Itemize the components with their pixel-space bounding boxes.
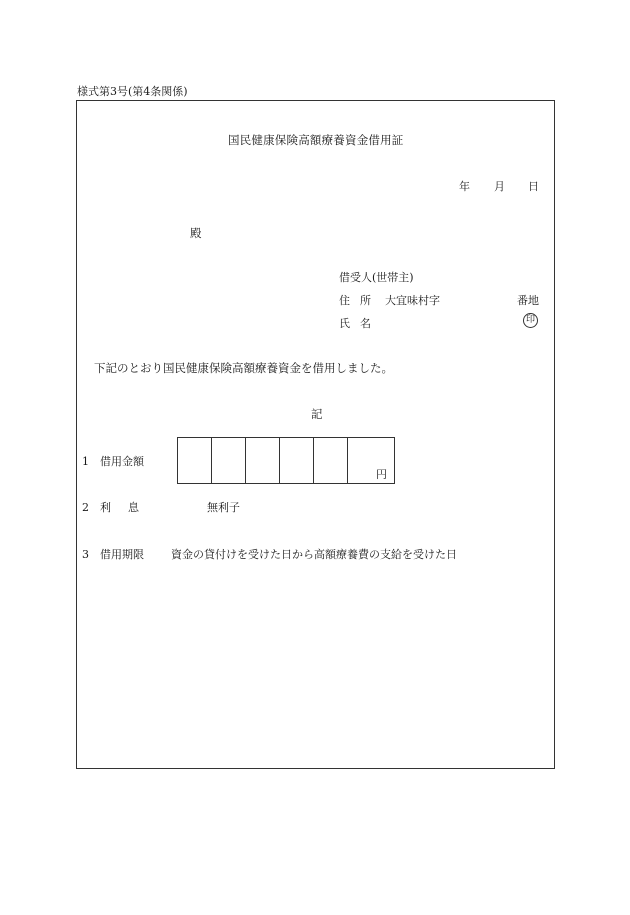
item-2-value: 無利子 <box>207 501 240 514</box>
addressee-suffix: 殿 <box>190 226 202 240</box>
name-label: 氏名 <box>339 317 381 330</box>
item-3-number: 3 <box>82 548 89 561</box>
item-1-label: 借用金額 <box>100 455 144 468</box>
amount-digit-cell <box>314 438 348 483</box>
item-3-label: 借用期限 <box>100 548 144 561</box>
amount-digit-cell <box>246 438 280 483</box>
date-day-label: 日 <box>528 180 539 193</box>
form-frame <box>76 100 555 769</box>
item-1-number: 1 <box>82 455 89 468</box>
amount-digit-cell <box>348 438 394 483</box>
amount-digit-cell <box>280 438 314 483</box>
form-number-label: 様式第3号(第4条関係) <box>77 85 188 98</box>
item-2-number: 2 <box>82 501 89 514</box>
address-banchi: 番地 <box>517 294 539 307</box>
document-title: 国民健康保険高額療養資金借用証 <box>228 133 404 147</box>
borrower-heading: 借受人(世帯主) <box>339 271 414 284</box>
ki-heading: 記 <box>311 407 323 421</box>
date-year-label: 年 <box>459 180 470 193</box>
amount-digit-cell <box>212 438 246 483</box>
amount-entry-box <box>177 437 395 484</box>
address-label: 住所 <box>339 294 381 307</box>
yen-unit-label: 円 <box>376 468 387 481</box>
item-3-value: 資金の貸付けを受けた日から高額療養費の支給を受けた日 <box>171 548 457 561</box>
item-2-label: 利息 <box>100 501 156 514</box>
address-village: 大宜味村字 <box>385 294 440 307</box>
date-month-label: 月 <box>494 180 505 193</box>
seal-mark-icon: 印 <box>523 313 538 328</box>
amount-digit-cell <box>178 438 212 483</box>
body-text: 下記のとおり国民健康保険高額療養資金を借用しました。 <box>94 361 393 375</box>
